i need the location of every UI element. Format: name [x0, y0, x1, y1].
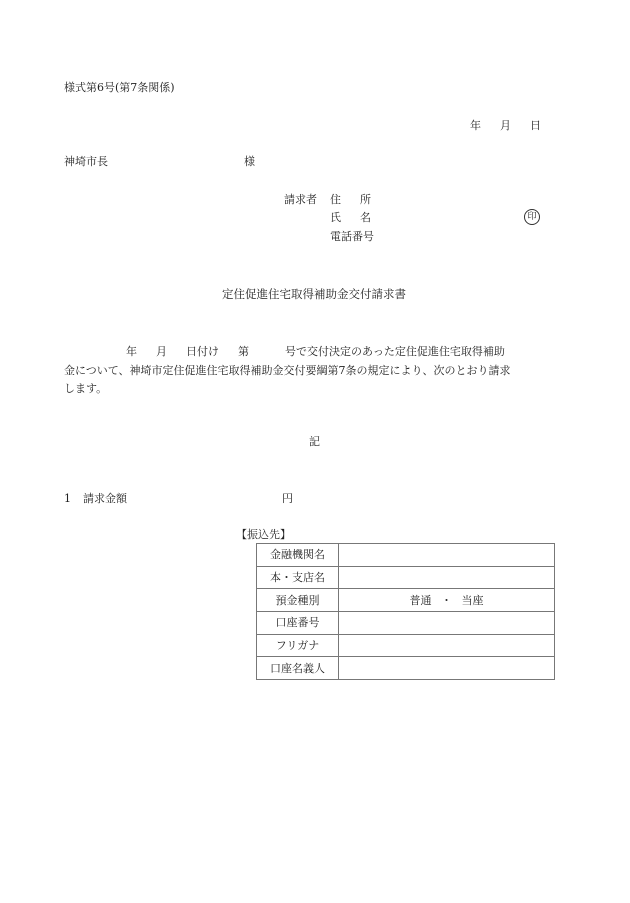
- claimant-address-label: 住 所: [330, 193, 371, 206]
- addressee-name: 神埼市長: [64, 155, 108, 168]
- claimant-phone-label: 電話番号: [330, 230, 374, 243]
- document-title: 定住促進住宅取得補助金交付請求書: [222, 287, 406, 301]
- body-line-2: 金について、神埼市定住促進住宅取得補助金交付要綱第7条の規定により、次のとおり請求: [64, 363, 511, 377]
- account-holder-field[interactable]: [339, 657, 555, 680]
- separator-dot: ・: [441, 593, 452, 607]
- claimant-name-label: 氏 名: [330, 211, 371, 224]
- table-row: [257, 544, 555, 567]
- addressee-honorific: 様: [244, 155, 255, 168]
- branch-name-field[interactable]: [339, 566, 555, 589]
- account-type-current[interactable]: 当座: [461, 593, 484, 607]
- table-row: [257, 566, 555, 589]
- ki-heading: 記: [309, 435, 320, 448]
- transfer-destination-label: 【振込先】: [236, 528, 291, 541]
- account-number-label: 口座番号: [257, 612, 339, 635]
- bank-name-field[interactable]: [339, 544, 555, 567]
- item-number: 1: [64, 492, 71, 505]
- seal-icon: 印: [524, 209, 540, 225]
- date-day-label: 日: [530, 119, 541, 132]
- furigana-field[interactable]: [339, 634, 555, 657]
- date-month-label: 月: [500, 119, 511, 132]
- branch-name-label: 本・支店名: [257, 566, 339, 589]
- account-type-label: 預金種別: [257, 589, 339, 612]
- account-number-field[interactable]: [339, 612, 555, 635]
- date-year-label: 年: [470, 119, 481, 132]
- form-number: 様式第6号(第7条関係): [64, 81, 175, 94]
- table-row: [257, 612, 555, 635]
- account-type-field[interactable]: [339, 589, 555, 612]
- claimant-label: 請求者: [284, 193, 317, 206]
- claim-amount-item: [64, 492, 293, 505]
- body-paragraph: [64, 343, 556, 399]
- bank-transfer-table: [256, 543, 555, 680]
- table-row: [257, 589, 555, 612]
- furigana-label: フリガナ: [257, 634, 339, 657]
- date-line: [470, 120, 541, 131]
- account-type-ordinary[interactable]: 普通: [409, 593, 432, 607]
- account-holder-label: 口座名義人: [257, 657, 339, 680]
- body-line-3: します。: [64, 382, 108, 395]
- bank-name-label: 金融機関名: [257, 544, 339, 567]
- addressee: [64, 155, 255, 168]
- body-line-1: 年 月 日付け 第 号で交付決定のあった定住促進住宅取得補助: [126, 345, 505, 358]
- table-row: [257, 634, 555, 657]
- claim-amount-label: 請求金額: [83, 492, 127, 505]
- yen-unit: 円: [282, 492, 293, 505]
- table-row: [257, 657, 555, 680]
